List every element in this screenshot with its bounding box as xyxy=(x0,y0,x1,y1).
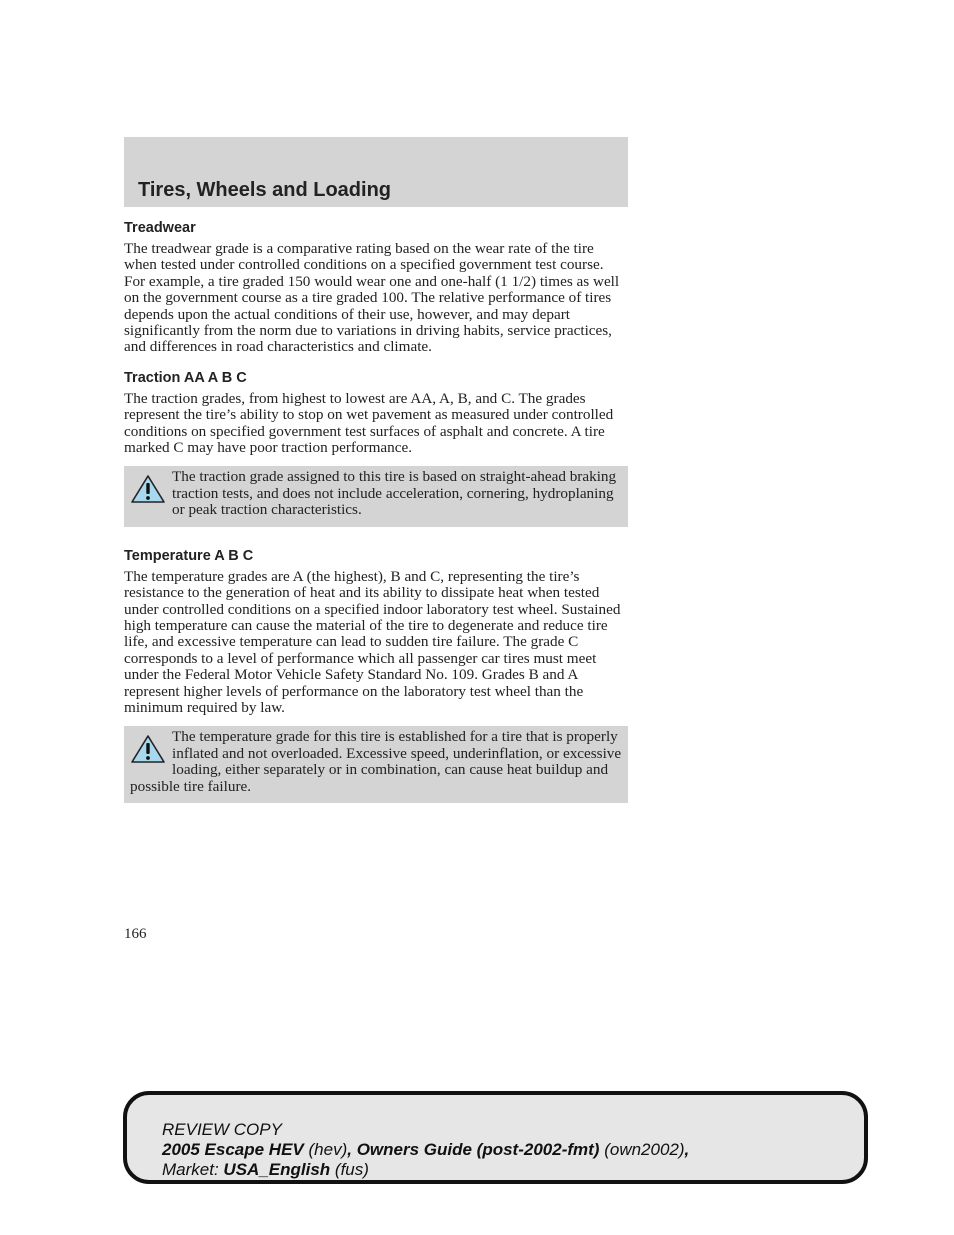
temperature-warning-box xyxy=(124,726,628,803)
footer-model-code: (hev) xyxy=(308,1140,348,1159)
footer-text xyxy=(162,1120,689,1180)
footer-market-code: (fus) xyxy=(334,1160,369,1179)
footer-market-label: Market: xyxy=(162,1160,219,1179)
footer-guide-code: (own2002) xyxy=(604,1140,685,1159)
warning-triangle-icon xyxy=(130,474,168,504)
footer-review-copy: REVIEW COPY xyxy=(162,1120,282,1139)
section-header-band xyxy=(124,137,628,207)
footer-market-line xyxy=(162,1160,689,1180)
treadwear-heading: Treadwear xyxy=(124,220,196,236)
footer-separator: , xyxy=(347,1140,352,1159)
temperature-warning-text: The temperature grade for this tire is established for a tire that is properly inflated and not overloaded. Excessive speed, underinflation, or excessive loading, either separately or in combination, can cause heat buildup and possible tire failure. xyxy=(130,728,622,795)
main-content xyxy=(124,219,628,803)
footer-separator: , xyxy=(684,1140,690,1159)
warning-triangle-icon xyxy=(130,734,168,764)
traction-heading: Traction AA A B C xyxy=(124,369,247,386)
temperature-heading: Temperature A B C xyxy=(124,547,254,564)
page-number: 166 xyxy=(124,926,147,942)
page-title: Tires, Wheels and Loading xyxy=(138,179,392,201)
traction-warning-box xyxy=(124,466,628,526)
traction-paragraph: The traction grades, from highest to lowest are AA, A, B, and C. The grades represent the tire’s ability to stop on wet pavement as measured under controlled conditions on specified government test surfaces of asphalt and concrete. A tire marked C may have poor traction performance. xyxy=(124,389,614,457)
temperature-paragraph: The temperature grades are A (the highest), B and C, representing the tire’s resistance to the generation of heat and its ability to dissipate heat when tested under controlled conditions on a specified indoor laboratory test wheel. Sustained high temperature can cause the material of the tire to degenerate and reduce tire life, and excessive temperature can lead to sudden tire failure. The grade C corresponds to a level of performance which all passenger car tires must meet under the Federal Motor Vehicle Safety Standard No. 109. Grades B and A represent higher levels of performance on the laboratory test wheel than the minimum required by law. xyxy=(124,567,621,716)
footer-guide: Owners Guide (post-2002-fmt) xyxy=(356,1140,600,1159)
footer-market: USA_English xyxy=(223,1160,331,1179)
treadwear-paragraph: The treadwear grade is a comparative rating based on the wear rate of the tire when tested under controlled conditions on a specified government test course. For example, a tire graded 150 would wear one and one-half (1 1/2) times as well on the government course as a tire graded 100. The relative performance of tires depends upon the actual conditions of their use, however, and may depart significantly from the norm due to variations in driving habits, service practices, and differences in road characteristics and climate. xyxy=(124,240,620,356)
traction-warning-text: The traction grade assigned to this tire is based on straight-ahead braking traction tests, and does not include acceleration, cornering, hydroplaning or peak traction characteristics. xyxy=(172,468,617,519)
footer-product-line xyxy=(162,1140,689,1160)
review-copy-footer xyxy=(123,1091,868,1184)
footer-model: 2005 Escape HEV xyxy=(162,1140,304,1159)
